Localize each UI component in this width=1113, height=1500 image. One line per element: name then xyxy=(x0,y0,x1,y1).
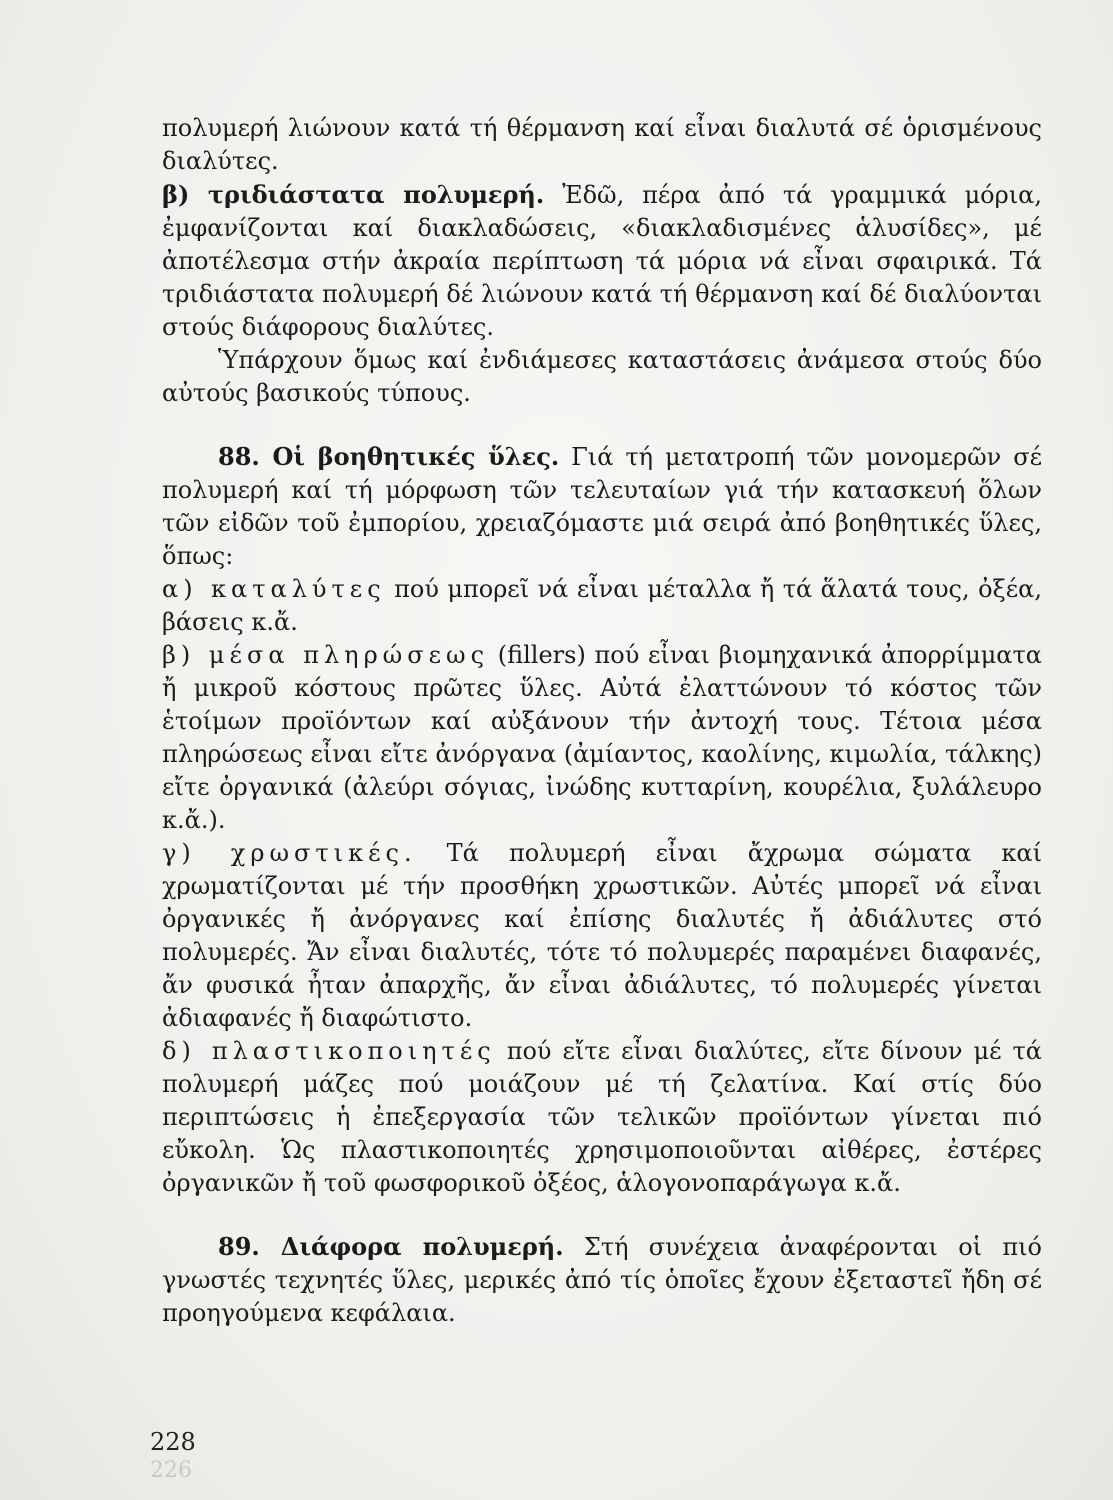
section-88-heading: 88. Οἱ βοηθητικές ὕλες. xyxy=(218,442,560,471)
list-item-catalysts xyxy=(162,573,1042,639)
section-88 xyxy=(162,440,1042,573)
list-label-catalysts: α) καταλύτες xyxy=(162,575,386,603)
list-label-pigments: γ) χρωστικές. xyxy=(162,839,417,867)
section-88-text: Γιά τή μετατροπή τῶν μονομερῶν σέ πολυμερή καί τή μόρφωση τῶν τελευταίων γιά τήν κατασκευή ὅλων τῶν εἰδῶν τοῦ ἐμπορίου, χρειαζόμαστε μιά σειρά ἀπό βοηθητικές ὕλες, ὅπως: xyxy=(162,443,1043,570)
list-text-plasticizers: πού εἴτε εἶναι διαλύτες, εἴτε δίνουν μέ τά πολυμερή μάζες πού μοιάζουν μέ τή ζελατίνα. Καί στίς δύο περιπτώσεις ἡ ἐπεξεργασία τῶν τελικῶν προϊόντων γίνεται πιό εὔκολη. Ὡς πλαστικοποιητές χρησιμοποιοῦνται αἰθέρες, ἐστέρες ὀργανικῶν ἤ τοῦ φωσφορικοῦ ὀξέος, ἁλογονοπαράγωγα κ.ἄ. xyxy=(162,1037,1042,1197)
paragraph-continuation: πολυμερή λιώνουν κατά τή θέρμανση καί εἶναι διαλυτά σέ ὁρισμένους διαλύτες. xyxy=(162,114,1042,175)
bleed-through-page-number: 226 xyxy=(150,1458,192,1483)
list-label-plasticizers: δ) πλαστικοποιητές xyxy=(162,1037,496,1065)
item-text-b: Ἐδῶ, πέρα ἀπό τά γραμμικά μόρια, ἐμφανίζονται καί διακλαδώσεις, «διακλαδισμένες ἁλυσίδες», μέ ἀποτέλεσμα στήν ἀκραία περίπτωση τά μόρια νά εἶναι σφαιρικά. Τά τριδιάστατα πολυμερή δέ λιώνουν κατά τή θέρμανση καί δέ διαλύονται στούς διάφορους διαλύτες. xyxy=(162,181,1042,341)
page-number: 228 xyxy=(150,1428,196,1456)
section-89-text: Στή συνέχεια ἀναφέρονται οἱ πιό γνωστές τεχνητές ὕλες, μερικές ἀπό τίς ὁποῖες ἔχουν ἐξεταστεῖ ἤδη σέ προηγούμενα κεφάλαια. xyxy=(162,1233,1043,1327)
paragraph-intermediate-states: Ὑπάρχουν ὅμως καί ἐνδιάμεσες καταστάσεις ἀνάμεσα στούς δύο αὐτούς βασικούς τύπους. xyxy=(162,346,1042,407)
list-item-pigments xyxy=(162,837,1042,1035)
item-label-b: β) τριδιάστατα πολυμερή. xyxy=(162,180,545,209)
list-text-pigments: Τά πολυμερή εἶναι ἄχρωμα σώματα καί χρωματίζονται μέ τήν προσθήκη χρωστικῶν. Αὐτές μπορεῖ νά εἶναι ὀργανικές ἤ ἀνόργανες καί ἐπίσης διαλυτές ἤ ἀδιάλυτες στό πολυμερές. Ἄν εἶναι διαλυτές, τότε τό πολυμερές παραμένει διαφανές, ἄν φυσικά ἦταν ἀπαρχῆς, ἄν εἶναι ἀδιάλυτες, τό πολυμερές γίνεται ἀδιαφανές ἤ διαφώτιστο. xyxy=(162,839,1042,1032)
list-item-plasticizers xyxy=(162,1035,1042,1200)
paragraph-three-dimensional-polymers xyxy=(162,178,1042,344)
list-item-fillers xyxy=(162,639,1042,837)
list-text-fillers: (fillers) πού εἶναι βιομηχανικά ἀπορρίμματα ἤ μικροῦ κόστους πρῶτες ὕλες. Αὐτά ἐλαττώνουν τό κόστος τῶν ἑτοίμων προϊόντων καί αὐξάνουν τήν ἀντοχή τους. Τέτοια μέσα πληρώσεως εἶναι εἴτε ἀνόργανα (ἀμίαντος, καολίνης, κιμωλία, τάλκης) εἴτε ὀργανικά (ἀλεύρι σόγιας, ἰνώδης κυτταρίνη, κουρέλια, ξυλάλευρο κ.ἄ.). xyxy=(162,641,1042,834)
list-text-catalysts: πού μπορεῖ νά εἶναι μέταλλα ἤ τά ἅλατά τους, ὀξέα, βάσεις κ.ἄ. xyxy=(162,575,1043,636)
section-89-heading: 89. Διάφορα πολυμερή. xyxy=(218,1232,564,1261)
page-text xyxy=(162,112,1042,1330)
list-label-fillers: β) μέσα πληρώσεως xyxy=(162,641,490,669)
section-89 xyxy=(162,1230,1042,1330)
